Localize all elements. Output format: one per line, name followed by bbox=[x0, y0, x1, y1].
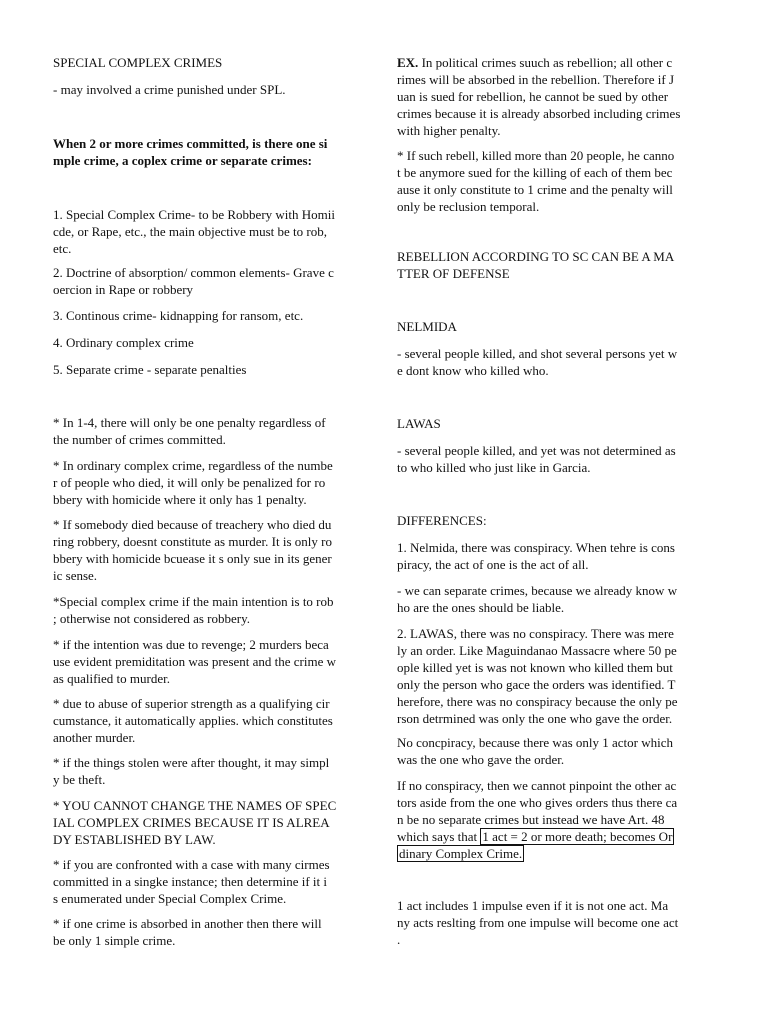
impulse-paragraph: 1 act includes 1 impulse even if it is not one act. Ma ny acts reslting from one impulse will become one act . bbox=[397, 898, 679, 947]
note-paragraph: * if you are confronted with a case with many cirmes committed in a singke instance; then determine if it i s enumerated under Special Complex Crime. bbox=[53, 857, 330, 906]
lawas-text: - several people killed, and yet was not determined as to who killed who just like in Garcia. bbox=[397, 443, 676, 475]
rebellion-heading: REBELLION ACCORDING TO SC CAN BE A MA TTER OF DEFENSE bbox=[397, 249, 675, 281]
differences-heading: DIFFERENCES: bbox=[397, 513, 487, 528]
bold-question: When 2 or more crimes committed, is there one si mple crime, a coplex crime or separate crimes: bbox=[53, 136, 328, 168]
nelmida-heading: NELMIDA bbox=[397, 319, 457, 334]
note-paragraph: * if the intention was due to revenge; 2 murders beca use evident premiditation was present and the crime w as qualified to murder. bbox=[53, 637, 337, 686]
list-item-5: 5. Separate crime - separate penalties bbox=[53, 362, 247, 377]
note-paragraph: * In ordinary complex crime, regardless of the numbe r of people who died, it will only be penalized for ro bbery with homicide where it only has 1 penalty. bbox=[53, 458, 333, 507]
art48-boxed-text: 1 act = 2 or more death; becomes Or bbox=[482, 829, 673, 844]
heading-special-complex-crimes: SPECIAL COMPLEX CRIMES bbox=[53, 55, 223, 70]
list-item-2: 2. Doctrine of absorption/ common elements- Grave c oercion in Rape or robbery bbox=[53, 265, 334, 297]
note-paragraph: *Special complex crime if the main intention is to rob ; otherwise not considered as robbery. bbox=[53, 594, 334, 626]
art48-prefix: which says that bbox=[397, 829, 481, 844]
no-conspiracy-paragraph: No concpiracy, because there was only 1 actor which was the one who gave the order. bbox=[397, 735, 674, 767]
list-item-4: 4. Ordinary complex crime bbox=[53, 335, 194, 350]
example-text: In political crimes suuch as rebellion; all other c rimes will be absorbed in the rebellion. Therefore if J uan is sued for rebellion, he cannot be sued by other crimes because it is already absorbed including crimes with higher penalty. bbox=[397, 55, 681, 138]
note-paragraph: * due to abuse of superior strength as a qualifying cir cumstance, it automatically applies. which constitutes another murder. bbox=[53, 696, 333, 745]
note-paragraph: * If somebody died because of treachery who died du ring robbery, doesnt constitute as murder. It is only ro bbery with homicide bcuease it s only sue in its gener ic sense. bbox=[53, 517, 332, 583]
if-no-conspiracy-paragraph: If no conspiracy, then we cannot pinpoint the other ac tors aside from the one who gives orders thus there ca n be no separate crimes but instead we have Art. 48 bbox=[397, 778, 678, 827]
note-paragraph: * if the things stolen were after thought, it may simpl y be theft. bbox=[53, 755, 330, 787]
example-paragraph bbox=[397, 54, 715, 139]
art48-line-2 bbox=[397, 845, 715, 862]
note-paragraph: * In 1-4, there will only be one penalty regardless of the number of crimes committed. bbox=[53, 415, 326, 447]
list-item-3: 3. Continous crime- kidnapping for ransom, etc. bbox=[53, 308, 304, 323]
lawas-heading: LAWAS bbox=[397, 416, 441, 431]
example-label: EX. bbox=[397, 55, 419, 70]
nelmida-text: - several people killed, and shot several persons yet w e dont know who killed who. bbox=[397, 346, 678, 378]
uppercase-note: * YOU CANNOT CHANGE THE NAMES OF SPEC IAL COMPLEX CRIMES BECAUSE IT IS ALREA DY ESTABLISHED BY LAW. bbox=[53, 798, 337, 847]
note-paragraph: * if one crime is absorbed in another then there will be only 1 simple crime. bbox=[53, 916, 322, 948]
list-item-1: 1. Special Complex Crime- to be Robbery with Homii cde, or Rape, etc., the main objective must be to rob, etc. bbox=[53, 207, 335, 256]
difference-2: 2. LAWAS, there was no conspiracy. There was mere ly an order. Like Maguindanao Massacre where 50 pe ople killed yet is was not known who killed them but only the person who gace the orders was identified. T herefore, there was no conspiracy because the only pe rson detrmined was only the one who gave the order. bbox=[397, 626, 678, 726]
art48-boxed-text-cont: dinary Complex Crime. bbox=[399, 846, 523, 861]
paragraph: - may involved a crime punished under SPL. bbox=[53, 82, 286, 97]
difference-1: 1. Nelmida, there was conspiracy. When tehre is cons piracy, the act of one is the act of all. bbox=[397, 540, 675, 572]
difference-1-note: - we can separate crimes, because we already know w ho are the ones should be liable. bbox=[397, 583, 678, 615]
rebell-note: * If such rebell, killed more than 20 people, he canno t be anymore sued for the killing of each of them bec ause it only constitute to 1 crime and the penalty will only be reclusion temporal. bbox=[397, 148, 675, 214]
art48-line bbox=[397, 828, 715, 845]
